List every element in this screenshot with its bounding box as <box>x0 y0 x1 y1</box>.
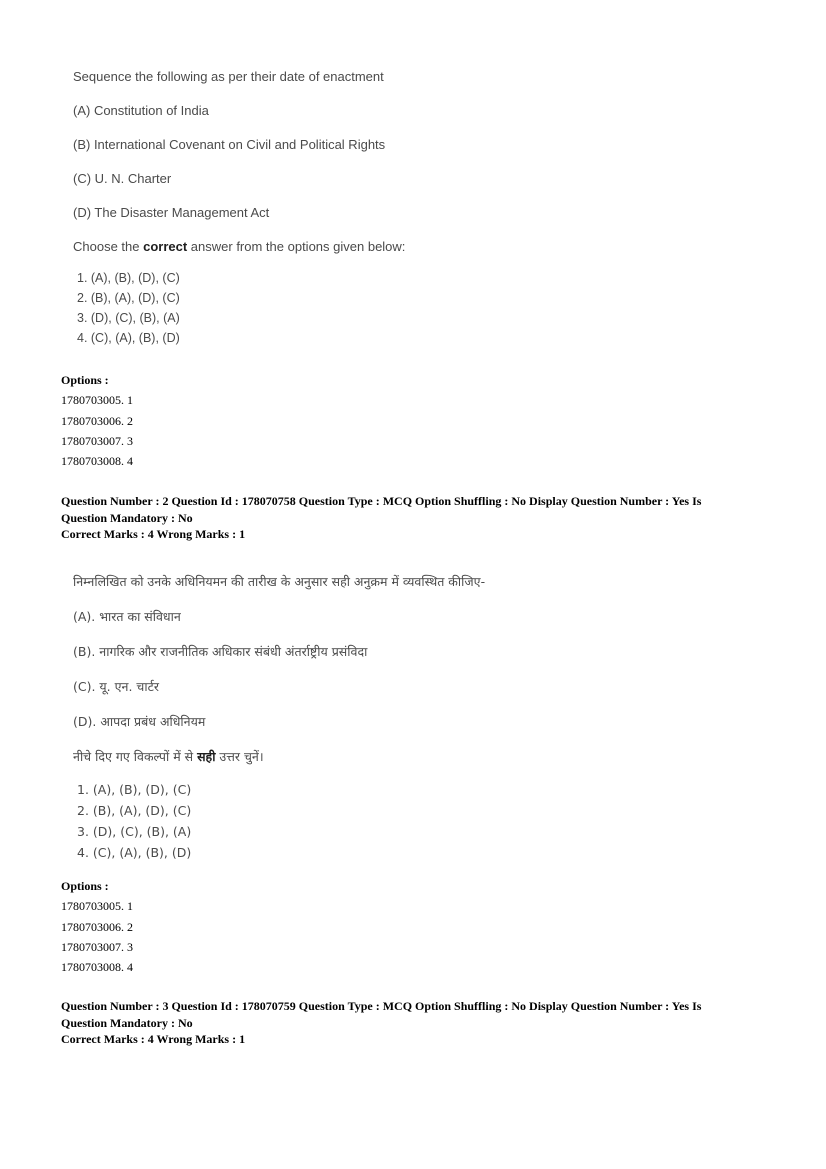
answer-choice: 2. (B), (A), (D), (C) <box>77 291 180 305</box>
question-3-meta <box>61 998 776 1048</box>
question-2-meta <box>61 493 776 543</box>
answer-choice: 2. (B), (A), (D), (C) <box>77 803 192 818</box>
question-1-content <box>73 69 773 351</box>
options-label: Options : <box>61 373 109 387</box>
option-id: 1780703008. 4 <box>61 960 133 975</box>
answer-choice: 1. (A), (B), (D), (C) <box>77 271 180 285</box>
answer-choice: 3. (D), (C), (B), (A) <box>77 824 192 839</box>
option-id: 1780703006. 2 <box>61 919 133 934</box>
sequence-item: (B). नागरिक और राजनीतिक अधिकार संबंधी अंतर्राष्ट्रीय प्रसंविदा <box>73 644 368 659</box>
question-2-content <box>73 573 773 866</box>
answer-choice: 1. (A), (B), (D), (C) <box>77 782 192 797</box>
options-label: Options : <box>61 879 109 893</box>
question-2-options <box>61 876 133 977</box>
sequence-item: (D) The Disaster Management Act <box>73 205 270 220</box>
option-id: 1780703007. 3 <box>61 433 133 448</box>
question-meta-line: Question Number : 3 Question Id : 178070759 Question Type : MCQ Option Shuffling : No Display Question Number : Yes Is <box>61 999 702 1013</box>
question-meta-line: Question Number : 2 Question Id : 178070758 Question Type : MCQ Option Shuffling : No Display Question Number : Yes Is <box>61 494 702 508</box>
sequence-item: (B) International Covenant on Civil and Political Rights <box>73 137 386 152</box>
question-marks: Correct Marks : 4 Wrong Marks : 1 <box>61 527 246 541</box>
answer-choice: 3. (D), (C), (B), (A) <box>77 311 180 325</box>
sequence-item: (C) U. N. Charter <box>73 171 172 186</box>
option-id: 1780703007. 3 <box>61 939 133 954</box>
sequence-item: (C). यू. एन. चार्टर <box>73 679 160 694</box>
answer-choice: 4. (C), (A), (B), (D) <box>77 845 192 860</box>
sequence-item: (A) Constitution of India <box>73 103 209 118</box>
option-id: 1780703005. 1 <box>61 393 133 408</box>
answer-instruction: नीचे दिए गए विकल्पों में से सही उत्तर चुनें। <box>73 749 264 764</box>
question-marks: Correct Marks : 4 Wrong Marks : 1 <box>61 1032 246 1046</box>
question-meta-line: Question Mandatory : No <box>61 1015 193 1030</box>
question-1-options <box>61 370 133 471</box>
question-stem: निम्नलिखित को उनके अधिनियमन की तारीख के अनुसार सही अनुक्रम में व्यवस्थित कीजिए- <box>73 574 486 589</box>
sequence-item: (D). आपदा प्रबंध अधिनियम <box>73 714 206 729</box>
option-id: 1780703008. 4 <box>61 454 133 469</box>
answer-choice: 4. (C), (A), (B), (D) <box>77 331 180 345</box>
option-id: 1780703005. 1 <box>61 899 133 914</box>
option-id: 1780703006. 2 <box>61 413 133 428</box>
question-stem: Sequence the following as per their date of enactment <box>73 69 384 84</box>
question-meta-line: Question Mandatory : No <box>61 510 193 525</box>
answer-instruction: Choose the correct answer from the options given below: <box>73 239 406 254</box>
sequence-item: (A). भारत का संविधान <box>73 609 181 624</box>
